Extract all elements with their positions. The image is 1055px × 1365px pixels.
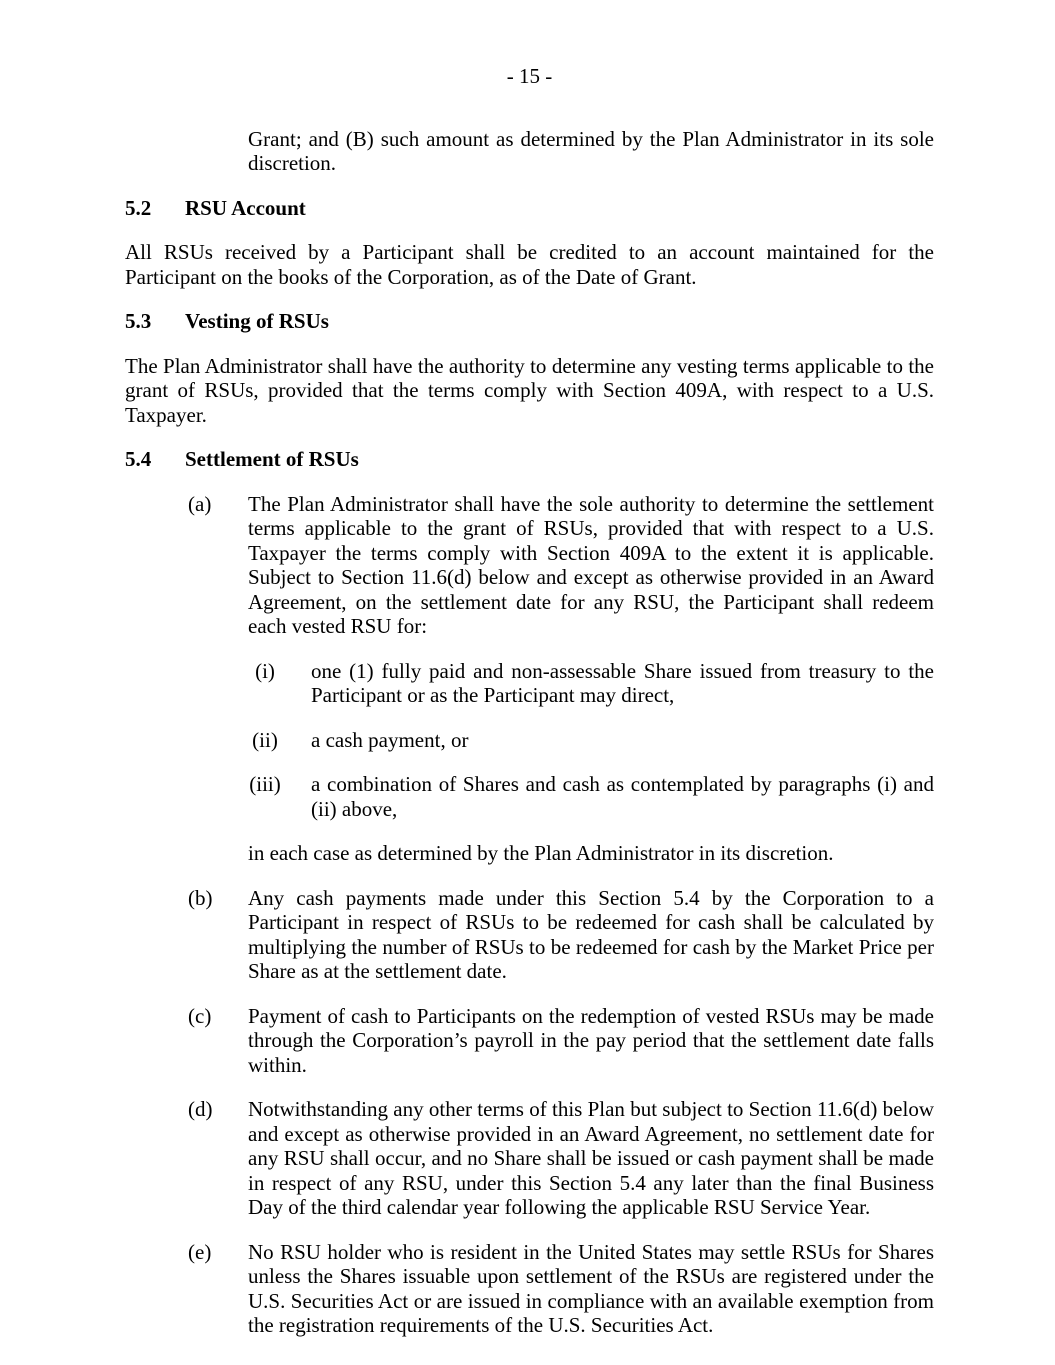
sub-list-item-text: a cash payment, or bbox=[311, 727, 469, 752]
section-title: Settlement of RSUs bbox=[185, 447, 359, 471]
sub-list-item-label: (iii) bbox=[249, 772, 281, 796]
list-item-c bbox=[125, 1004, 934, 1078]
sub-list-item-i bbox=[125, 659, 934, 708]
sub-list-item-ii bbox=[125, 728, 934, 753]
section-title: RSU Account bbox=[185, 195, 306, 220]
sub-list-item-label: (ii) bbox=[252, 727, 278, 752]
sub-list-item-iii bbox=[125, 772, 934, 821]
list-item-text: No RSU holder who is resident in the United States may settle RSUs for Shares unless the Shares issuable upon settlement of the RSUs are registered under the U.S. Securities Act or are issued in compliance with an available exemption from the registration requirements of the U.S. Securities Act. bbox=[248, 1239, 934, 1337]
sub-list-item-label: (i) bbox=[255, 658, 275, 683]
list-item-text: The Plan Administrator shall have the sole authority to determine the settlement terms applicable to the grant of RSUs, provided that with respect to a U.S. Taxpayer the terms comply with Section 409A to the extent it is applicable. Subject to Section 11.6(d) below and except as otherwise provided in an Award Agreement, on the settlement date for any RSU, the Participant shall redeem each vested RSU for: bbox=[248, 491, 934, 638]
list-item-text: Payment of cash to Participants on the redemption of vested RSUs may be made through the Corporation’s payroll in the pay period that the settlement date falls within. bbox=[248, 1003, 934, 1077]
list-item-label: (e) bbox=[188, 1239, 212, 1264]
list-item-a bbox=[125, 492, 934, 639]
section-heading-5-3 bbox=[125, 309, 934, 334]
sub-list-item-text: one (1) fully paid and non-assessable Share issued from treasury to the Participant or as the Participant may direct, bbox=[311, 658, 934, 707]
list-item-e bbox=[125, 1240, 934, 1338]
list-item-label: (b) bbox=[188, 885, 213, 910]
section-heading-5-2 bbox=[125, 196, 934, 221]
continuation-paragraph: Grant; and (B) such amount as determined by the Plan Administrator in its sole discretion. bbox=[248, 126, 934, 175]
sub-list-item-text: a combination of Shares and cash as contemplated by paragraphs (i) and (ii) above, bbox=[311, 772, 934, 821]
section-number: 5.3 bbox=[125, 309, 152, 333]
section-heading-5-4 bbox=[125, 447, 934, 472]
list-item-label: (c) bbox=[188, 1003, 212, 1028]
list-item-text: Any cash payments made under this Section 5.4 by the Corporation to a Participant in respect of RSUs to be redeemed for cash shall be calculated by multiplying the number of RSUs to be redeemed for cash by the Market Price per Share as at the settlement date. bbox=[248, 885, 934, 983]
rsu-account-body-paragraph: All RSUs received by a Participant shall be credited to an account maintained for the Participant on the books of the Corporation, as of the Date of Grant. bbox=[125, 240, 934, 289]
list-item-label: (a) bbox=[188, 491, 212, 516]
vesting-body-paragraph: The Plan Administrator shall have the authority to determine any vesting terms applicable to the grant of RSUs, provided that the terms comply with Section 409A, with respect to a U.S. Taxpayer. bbox=[125, 353, 934, 427]
list-item-d bbox=[125, 1097, 934, 1220]
section-number: 5.2 bbox=[125, 195, 152, 220]
section-number: 5.4 bbox=[125, 447, 152, 471]
settlement-closing-paragraph: in each case as determined by the Plan Administrator in its discretion. bbox=[248, 841, 834, 865]
section-title: Vesting of RSUs bbox=[185, 309, 329, 333]
list-item-text: Notwithstanding any other terms of this Plan but subject to Section 11.6(d) below and except as otherwise provided in an Award Agreement, no settlement date for any RSU shall occur, and no Share shall be issued or cash payment shall be made in respect of any RSU, under this Section 5.4 any later than the final Business Day of the third calendar year following the applicable RSU Service Year. bbox=[248, 1097, 934, 1219]
list-item-label: (d) bbox=[188, 1097, 213, 1121]
list-item-b bbox=[125, 886, 934, 984]
page-number: - 15 - bbox=[506, 64, 553, 88]
